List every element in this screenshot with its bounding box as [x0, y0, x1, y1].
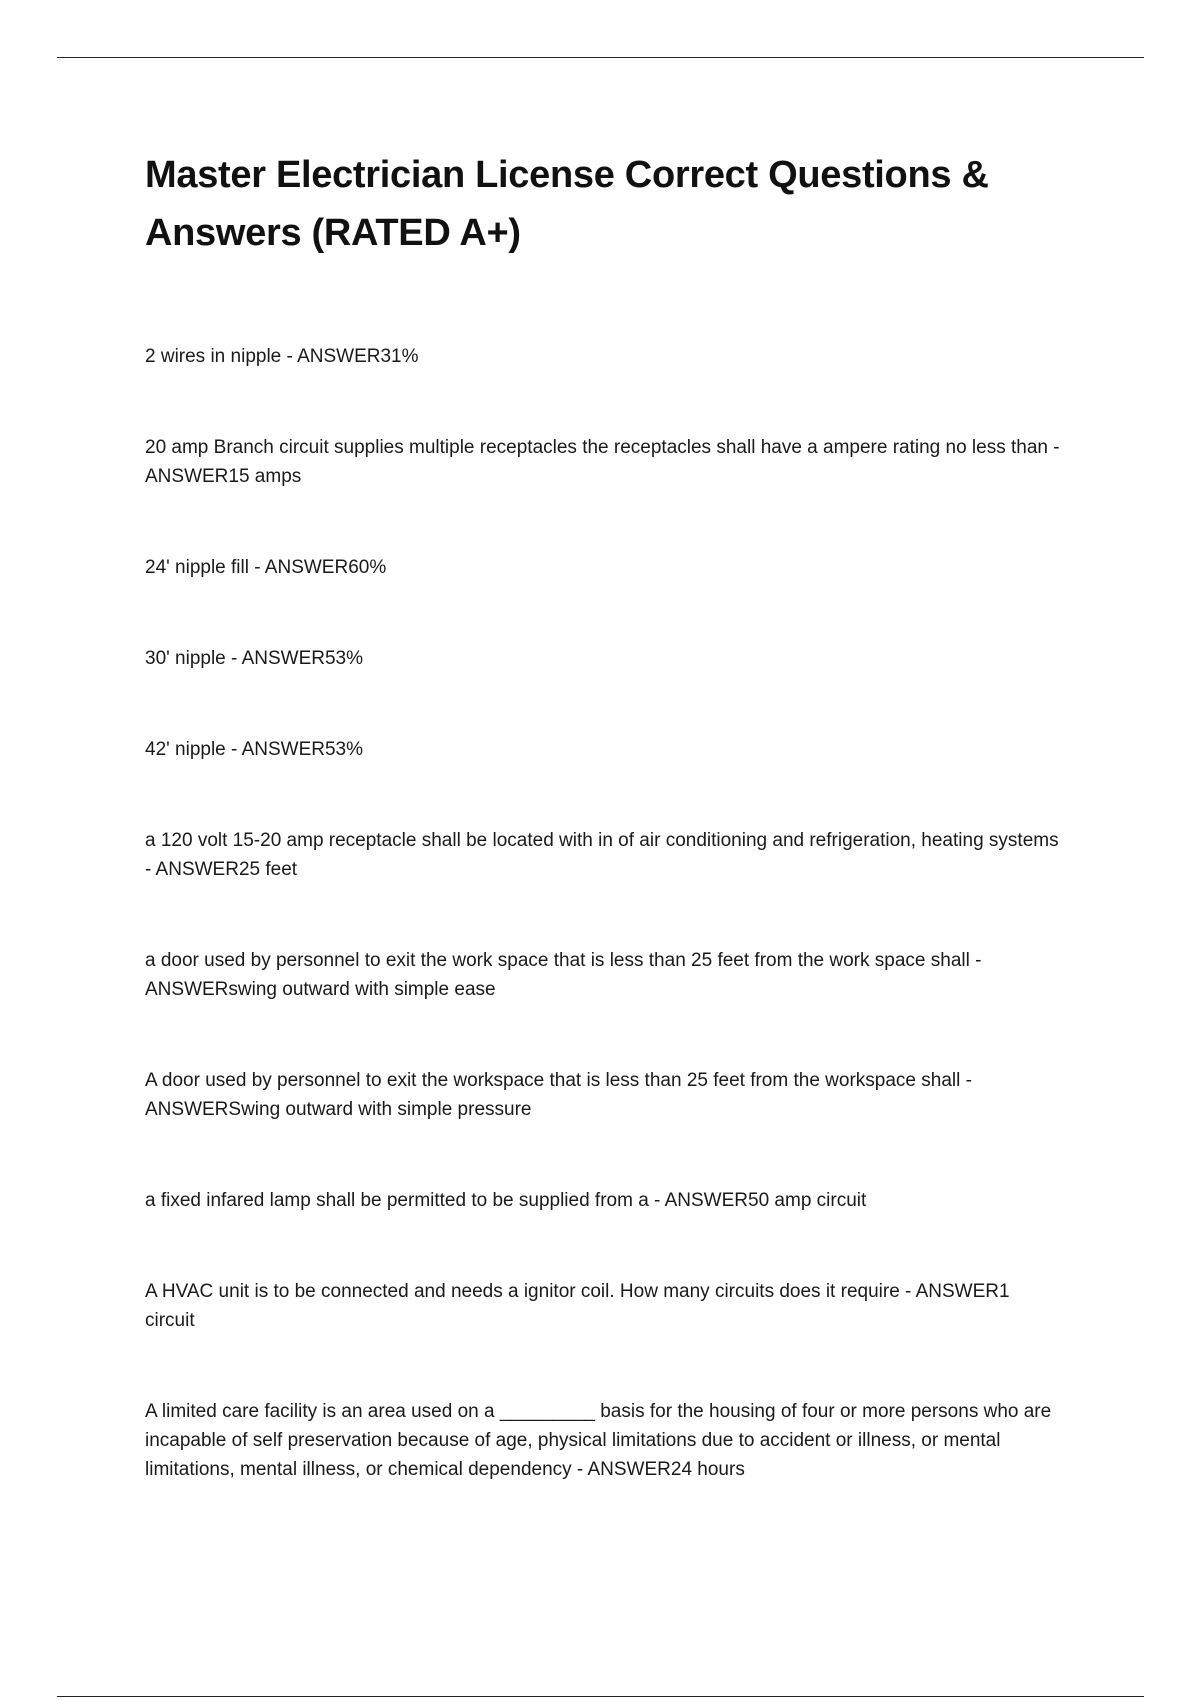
qa-item: a door used by personnel to exit the work space that is less than 25 feet from the work space shall - ANSWERswing outward with simple ease [145, 950, 982, 1000]
document-body [145, 146, 1060, 1546]
qa-item: 20 amp Branch circuit supplies multiple receptacles the receptacles shall have a ampere rating no less than - ANSWER15 amps [145, 437, 1060, 487]
qa-item: 42' nipple - ANSWER53% [145, 739, 364, 760]
bottom-divider [57, 1696, 1144, 1697]
top-divider [57, 57, 1144, 58]
qa-item: A limited care facility is an area used on a _________ basis for the housing of four or more persons who are incapable of self preservation because of age, physical limitations due to accident or illness, or mental limitations, mental illness, or chemical dependency - ANSWER24 hours [145, 1401, 1052, 1480]
qa-item: 2 wires in nipple - ANSWER31% [145, 346, 419, 367]
qa-item: a fixed infared lamp shall be permitted to be supplied from a - ANSWER50 amp circuit [145, 1190, 867, 1211]
qa-item: a 120 volt 15-20 amp receptacle shall be located with in of air conditioning and refrigeration, heating systems - ANSWER25 feet [145, 830, 1059, 880]
qa-item: A door used by personnel to exit the workspace that is less than 25 feet from the workspace shall - ANSWERSwing outward with simple pressure [145, 1070, 972, 1120]
document-title: Master Electrician License Correct Questions & Answers (RATED A+) [145, 154, 989, 254]
qa-item: 24' nipple fill - ANSWER60% [145, 557, 387, 578]
question-answer-list [145, 342, 1060, 1484]
qa-item: A HVAC unit is to be connected and needs a ignitor coil. How many circuits does it require - ANSWER1 circuit [145, 1281, 1010, 1331]
qa-item: 30' nipple - ANSWER53% [145, 648, 364, 669]
